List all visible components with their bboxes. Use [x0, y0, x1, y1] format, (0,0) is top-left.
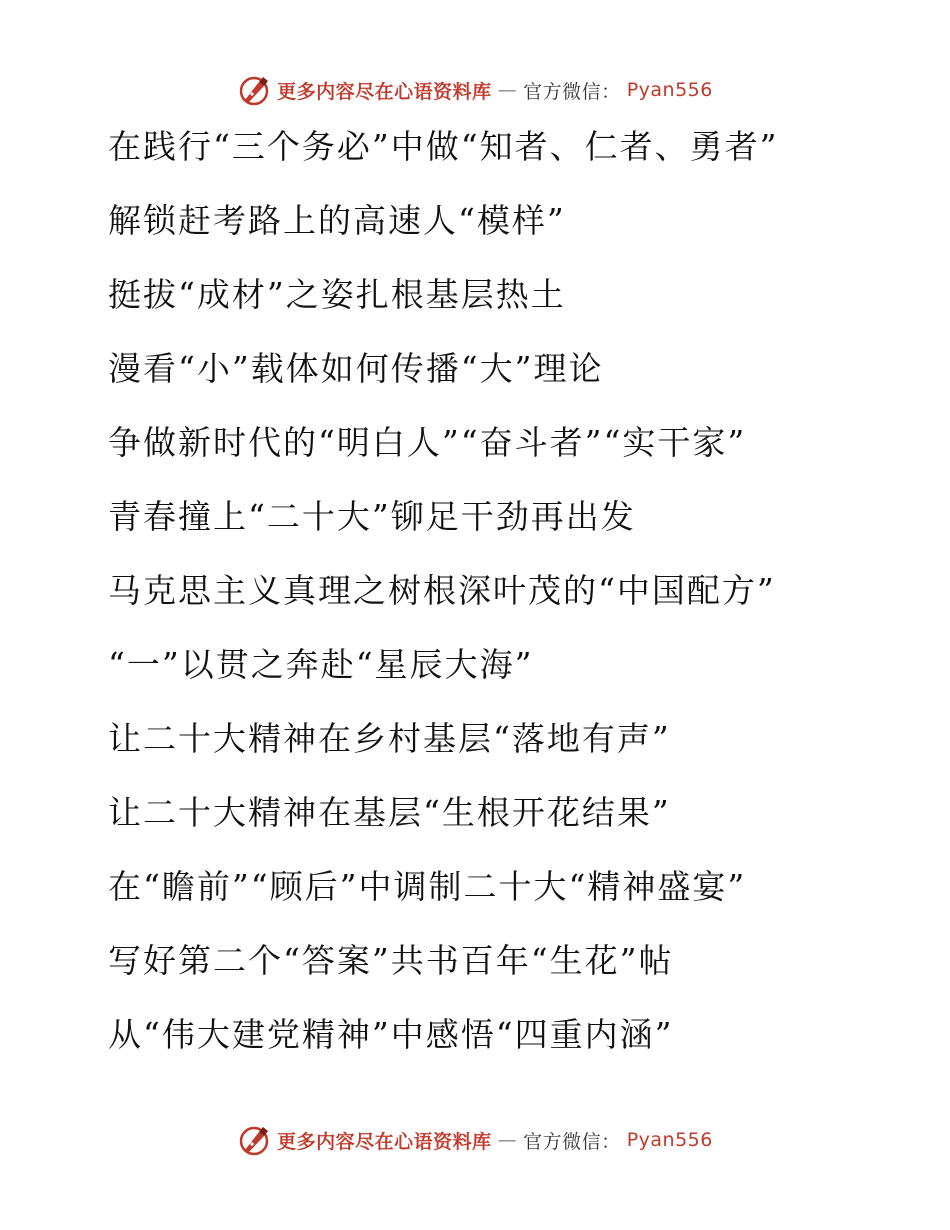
pen-nib-logo-icon: [237, 73, 271, 107]
list-item: 让二十大精神在基层“生根开花结果”: [108, 793, 671, 832]
title-list: [108, 122, 908, 1084]
pen-nib-logo-icon: [237, 1123, 271, 1157]
banner-dash: —: [497, 1129, 518, 1151]
list-item: “一”以贯之奔赴“星辰大海”: [108, 645, 534, 684]
list-item: 在践行“三个务必”中做“知者、仁者、勇者”: [108, 127, 779, 166]
banner-official-label: 官方微信：: [523, 80, 621, 103]
list-item: 从“伟大建党精神”中感悟“四重内涵”: [108, 1015, 674, 1054]
list-item: 挺拔“成材”之姿扎根基层热土: [108, 275, 566, 314]
banner-main-text: 更多内容尽在心语资料库: [277, 80, 492, 103]
list-item: 马克思主义真理之树根深叶茂的“中国配方”: [108, 571, 776, 610]
header-banner: [0, 70, 950, 110]
list-item: 青春撞上“二十大”铆足干劲再出发: [108, 497, 636, 536]
list-item: 解锁赶考路上的高速人“模样”: [108, 201, 566, 240]
banner-dash: —: [497, 79, 518, 101]
list-item: 漫看“小”载体如何传播“大”理论: [108, 349, 604, 388]
list-item: 写好第二个“答案”共书百年“生花”帖: [108, 941, 674, 980]
banner-wechat-id: Pyan556: [626, 79, 713, 101]
footer-banner: [0, 1120, 950, 1160]
list-item: 让二十大精神在乡村基层“落地有声”: [108, 719, 671, 758]
banner-main-text: 更多内容尽在心语资料库: [277, 1130, 492, 1153]
list-item: 争做新时代的“明白人”“奋斗者”“实干家”: [108, 423, 747, 462]
banner-official-label: 官方微信：: [523, 1130, 621, 1153]
banner-wechat-id: Pyan556: [626, 1129, 713, 1151]
list-item: 在“瞻前”“顾后”中调制二十大“精神盛宴”: [108, 867, 747, 906]
